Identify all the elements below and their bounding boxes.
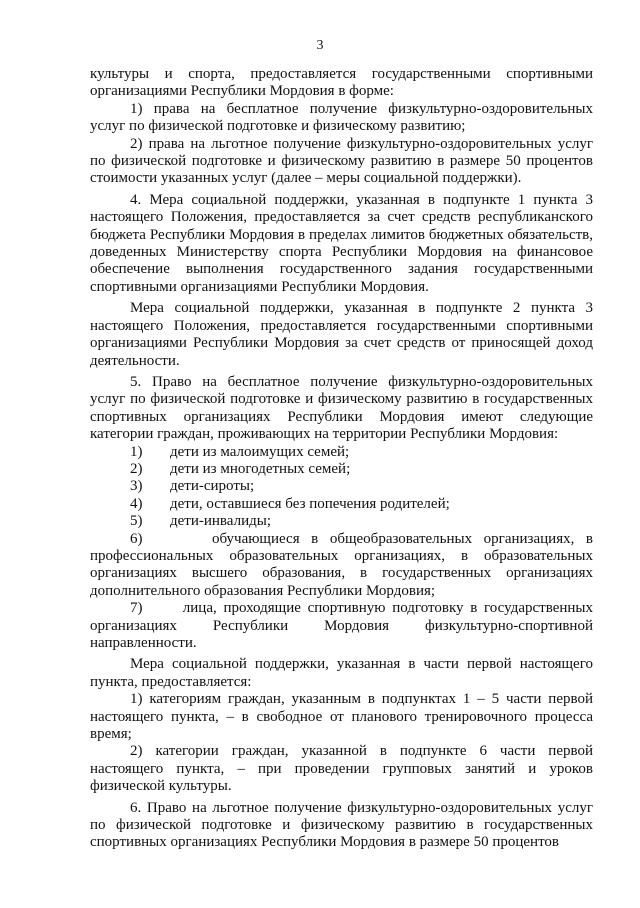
list-item-text: дети-сироты; (170, 478, 255, 495)
list-item (90, 513, 593, 530)
paragraph-provision-1: 1) категориям граждан, указанным в подпунктах 1 – 5 части первой настоящего пункта, – в свободное от планового тренировочного процесса время; (90, 691, 593, 743)
paragraph-form-1: 1) права на бесплатное получение физкультурно-оздоровительных услуг по физической подготовке и физическому развитию; (90, 100, 593, 135)
list-item-wrapped (90, 531, 593, 601)
list-item-text: дети, оставшиеся без попечения родителей; (170, 495, 450, 512)
list-item-text: дети из многодетных семей; (170, 460, 351, 477)
paragraph-form-2: 2) права на льготное получение физкультурно-оздоровительных услуг по физической подготовке и физическому развитию в размере 50 процентов стоимости указанных услуг (далее – меры социальной поддержки). (90, 135, 593, 187)
list-item-text: обучающиеся в общеобразовательных организациях, в профессиональных образовательных организациях, в образовательных организациях высшего образования, в государственных организациях дополнительного образования Республики Мордовия; (90, 530, 593, 599)
list-item-wrapped (90, 600, 593, 652)
paragraph-item-4: 4. Мера социальной поддержки, указанная в подпункте 1 пункта 3 настоящего Положения, предоставляется за счет средств республиканского бюджета Республики Мордовия в пределах лимитов бюджетных обязательств, доведенных Министерству спорта Республики Мордовия на финансовое обеспечение выполнения государственного задания государственными спортивными организациями Республики Мордовия. (90, 191, 593, 295)
paragraph-item-6: 6. Право на льготное получение физкультурно-оздоровительных услуг по физической подготовке и физическому развитию в государственных спортивных организациях Республики Мордовия в размере 50 процентов (90, 799, 593, 851)
paragraph-provision-2: 2) категории граждан, указанной в подпункте 6 части первой настоящего пункта, – при проведении групповых занятий и уроков физической культуры. (90, 743, 593, 795)
paragraph-item-4-part-2: Мера социальной поддержки, указанная в подпункте 2 пункта 3 настоящего Положения, предоставляется государственными спортивными организациями Республики Мордовия за счет средств от приносящей доход деятельности. (90, 300, 593, 369)
list-item-text: лица, проходящие спортивную подготовку в государственных организациях Республики Мордовия физкультурно-спортивной направленности. (90, 600, 593, 651)
paragraph-provision: Мера социальной поддержки, указанная в части первой настоящего пункта, предоставляется: (90, 656, 593, 690)
list-item (90, 478, 593, 495)
list-item-number: 2) (130, 460, 143, 477)
list-item (90, 461, 593, 478)
list-item (90, 496, 593, 513)
list-item (90, 444, 593, 461)
paragraph-item-5: 5. Право на бесплатное получение физкультурно-оздоровительных услуг по физической подготовке и физическому развитию в государственных спортивных организациях Республики Мордовия имеют следующие категории граждан, проживающих на территории Республики Мордовия: (90, 373, 593, 443)
list-item-number: 3) (130, 478, 143, 495)
list-item-text: дети-инвалиды; (170, 513, 271, 530)
list-item-number: 4) (130, 495, 143, 512)
page-number: 3 (316, 38, 324, 53)
list-item-number: 1) (130, 443, 143, 460)
list-item-number: 7) (130, 600, 143, 617)
list-item-number: 6) (130, 530, 143, 547)
paragraph-intro-continuation: культуры и спорта, предоставляется государственными спортивными организациями Республики Мордовия в форме: (90, 66, 593, 100)
document-body (90, 66, 593, 852)
list-item-number: 5) (130, 513, 143, 530)
list-item-text: дети из малоимущих семей; (170, 443, 350, 460)
